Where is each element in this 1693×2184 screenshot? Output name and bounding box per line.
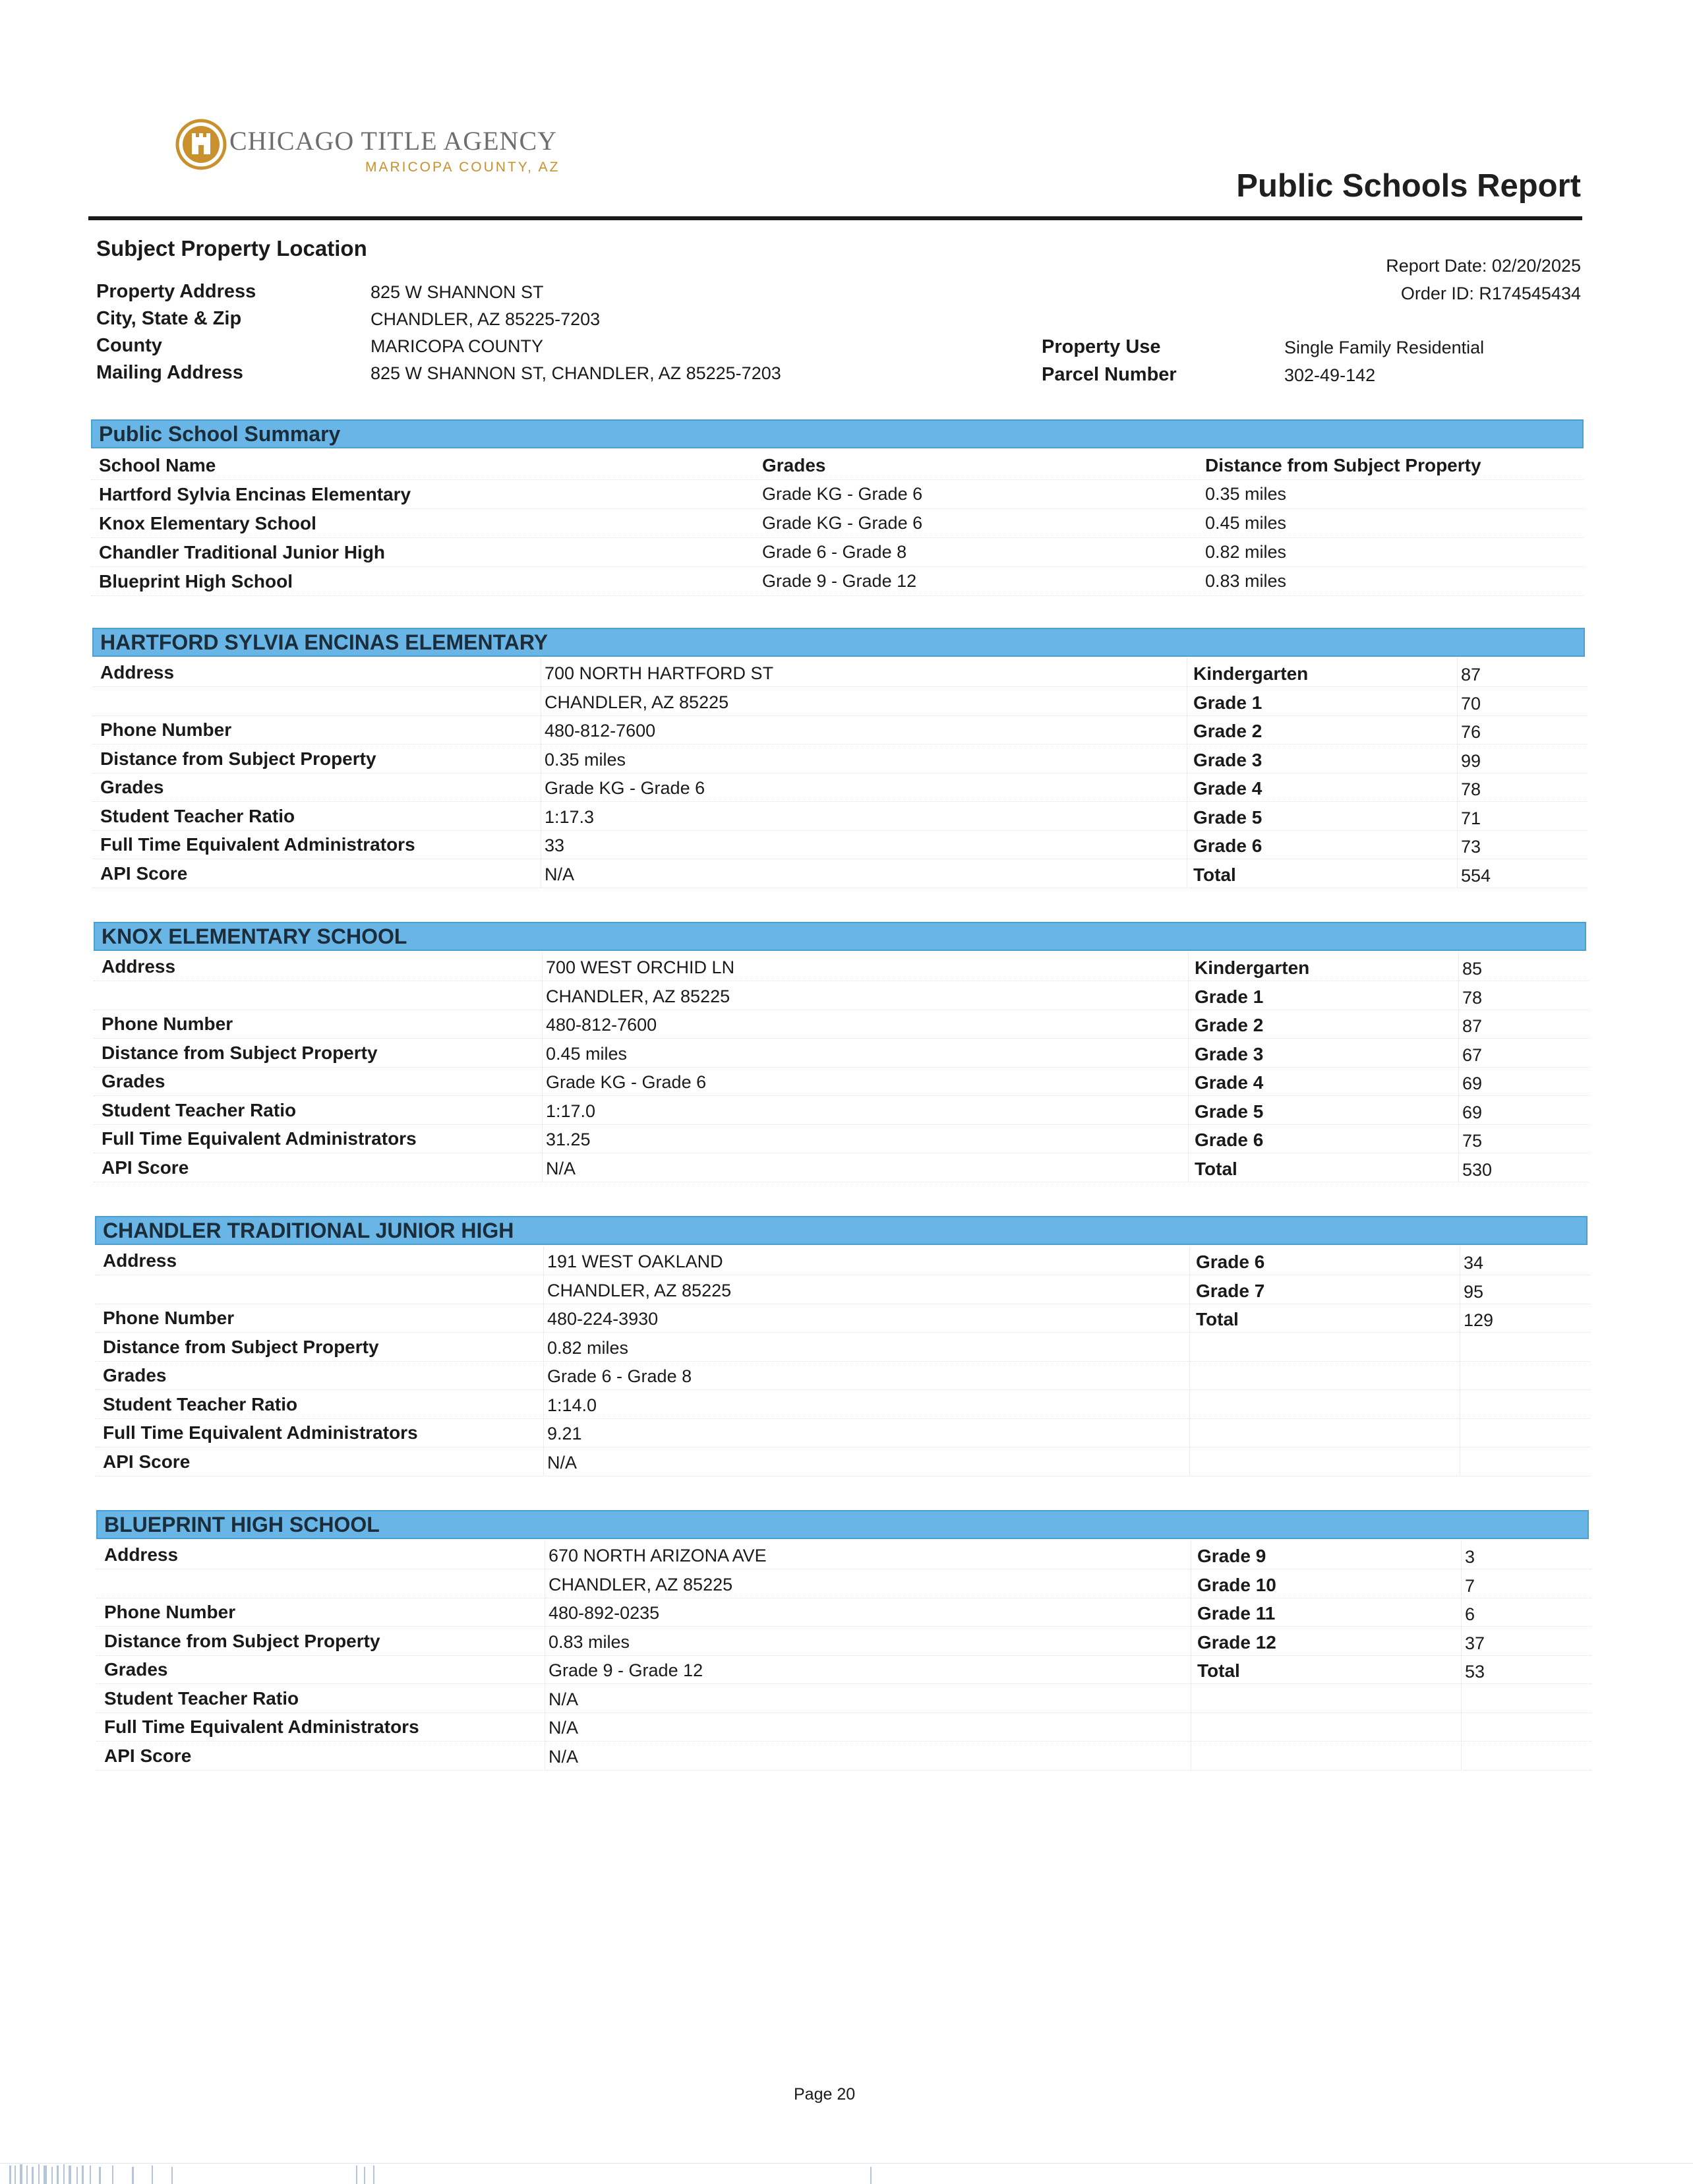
field-value: N/A xyxy=(545,864,575,884)
field-label: Distance from Subject Property xyxy=(103,1336,379,1357)
field-label: API Score xyxy=(104,1745,192,1766)
enrollment-grade: Grade 3 xyxy=(1193,749,1262,770)
table-row xyxy=(95,1390,1590,1419)
enrollment-count: 87 xyxy=(1461,665,1481,684)
report-title: Public Schools Report xyxy=(1236,168,1581,204)
field-value: 9.21 xyxy=(547,1424,582,1443)
enrollment-count: 87 xyxy=(1462,1016,1483,1036)
summary-section-bar: Public School Summary xyxy=(91,419,1584,448)
table-row xyxy=(92,744,1588,774)
enrollment-grade: Grade 2 xyxy=(1193,721,1262,741)
field-label: Distance from Subject Property xyxy=(102,1042,378,1063)
school-section-bar: CHANDLER TRADITIONAL JUNIOR HIGH xyxy=(95,1216,1588,1245)
enrollment-count: 69 xyxy=(1462,1102,1483,1122)
subject-label: City, State & Zip xyxy=(96,308,242,329)
summary-school-name: Knox Elementary School xyxy=(99,513,316,533)
summary-distance: 0.35 miles xyxy=(1205,484,1287,504)
enrollment-grade: Grade 7 xyxy=(1196,1280,1265,1301)
field-value: 31.25 xyxy=(546,1130,591,1149)
summary-grades: Grade KG - Grade 6 xyxy=(762,513,923,533)
field-value: 670 NORTH ARIZONA AVE xyxy=(549,1546,767,1565)
page-number: Page 20 xyxy=(794,2085,856,2104)
enrollment-grade: Grade 6 xyxy=(1196,1252,1265,1272)
castle-seal-icon xyxy=(175,119,227,170)
enrollment-grade: Total xyxy=(1197,1660,1240,1681)
field-value: Grade 9 - Grade 12 xyxy=(549,1660,703,1680)
field-value: Grade KG - Grade 6 xyxy=(546,1072,707,1092)
field-label: Student Teacher Ratio xyxy=(102,1099,297,1120)
logo-subtitle: MARICOPA COUNTY, AZ xyxy=(365,160,560,175)
table-row xyxy=(91,538,1584,567)
summary-grades: Grade KG - Grade 6 xyxy=(762,484,923,504)
subject-label: Property Address xyxy=(96,281,256,302)
field-label: Grades xyxy=(103,1365,167,1385)
enrollment-grade: Grade 9 xyxy=(1197,1546,1266,1566)
enrollment-count: 530 xyxy=(1462,1159,1493,1180)
subject-value: 825 W SHANNON ST, CHANDLER, AZ 85225-7203 xyxy=(371,363,781,383)
table-row xyxy=(94,1039,1589,1068)
table-row xyxy=(95,1304,1590,1333)
field-value: Grade 6 - Grade 8 xyxy=(547,1366,692,1386)
field-label: Student Teacher Ratio xyxy=(100,805,295,826)
enrollment-count: 554 xyxy=(1461,865,1491,886)
enrollment-count: 34 xyxy=(1464,1253,1484,1273)
summary-distance: 0.82 miles xyxy=(1205,542,1287,562)
table-row xyxy=(94,1096,1589,1125)
enrollment-count: 6 xyxy=(1465,1604,1475,1624)
field-value: CHANDLER, AZ 85225 xyxy=(545,692,729,712)
field-value: N/A xyxy=(549,1718,579,1738)
subject-heading: Subject Property Location xyxy=(96,236,367,260)
field-value: 700 NORTH HARTFORD ST xyxy=(545,663,774,683)
table-row xyxy=(96,1627,1591,1656)
enrollment-count: 78 xyxy=(1461,779,1481,799)
field-label: Full Time Equivalent Administrators xyxy=(100,834,415,855)
field-value: 480-892-0235 xyxy=(549,1603,660,1623)
field-label: Grades xyxy=(100,777,164,797)
field-value: 480-224-3930 xyxy=(547,1309,659,1329)
field-label: API Score xyxy=(100,863,188,884)
table-row xyxy=(95,1447,1590,1476)
enrollment-count: 69 xyxy=(1462,1074,1483,1093)
field-value: N/A xyxy=(547,1452,578,1472)
subject-label: County xyxy=(96,335,162,356)
enrollment-count: 76 xyxy=(1461,722,1481,742)
enrollment-grade: Total xyxy=(1196,1309,1239,1329)
field-value: 700 WEST ORCHID LN xyxy=(546,957,735,977)
table-row xyxy=(92,658,1588,687)
enrollment-grade: Grade 4 xyxy=(1193,778,1262,799)
table-row xyxy=(92,687,1588,716)
table-row xyxy=(96,1742,1591,1771)
table-row xyxy=(92,859,1588,888)
logo-name: CHICAGO TITLE AGENCY xyxy=(229,126,558,156)
enrollment-grade: Total xyxy=(1193,864,1236,885)
enrollment-count: 78 xyxy=(1462,987,1483,1008)
field-label: API Score xyxy=(103,1451,191,1472)
enrollment-grade: Grade 3 xyxy=(1195,1043,1264,1064)
field-label: Distance from Subject Property xyxy=(100,748,376,769)
table-row xyxy=(92,802,1588,831)
table-row xyxy=(95,1275,1590,1304)
field-label: Phone Number xyxy=(104,1602,236,1622)
summary-col-distance: Distance from Subject Property xyxy=(1205,455,1481,475)
enrollment-grade: Grade 5 xyxy=(1193,806,1262,828)
field-value: 0.45 miles xyxy=(546,1043,628,1064)
subject-label: Parcel Number xyxy=(1042,364,1177,385)
table-row xyxy=(94,1010,1589,1039)
summary-col-grades: Grades xyxy=(762,455,826,475)
subject-value: CHANDLER, AZ 85225-7203 xyxy=(371,309,601,329)
table-row xyxy=(92,773,1588,802)
enrollment-grade: Total xyxy=(1195,1158,1237,1179)
table-row xyxy=(95,1246,1590,1275)
enrollment-grade: Kindergarten xyxy=(1193,663,1309,684)
field-label: Grades xyxy=(104,1659,168,1680)
subject-label: Property Use xyxy=(1042,336,1161,357)
table-row xyxy=(96,1684,1591,1713)
table-row xyxy=(96,1598,1591,1627)
enrollment-grade: Grade 11 xyxy=(1197,1603,1276,1623)
field-value: 0.83 miles xyxy=(549,1631,630,1652)
table-row xyxy=(96,1540,1591,1569)
table-row xyxy=(96,1569,1591,1598)
field-label: Full Time Equivalent Administrators xyxy=(102,1128,417,1149)
report-date: Report Date: 02/20/2025 xyxy=(1386,256,1581,276)
subject-value: 825 W SHANNON ST xyxy=(371,282,544,302)
enrollment-count: 85 xyxy=(1462,959,1483,979)
field-value: 0.82 miles xyxy=(547,1337,629,1358)
field-value: 1:17.3 xyxy=(545,806,595,827)
field-label: Student Teacher Ratio xyxy=(103,1393,298,1414)
field-label: Student Teacher Ratio xyxy=(104,1687,299,1709)
field-value: CHANDLER, AZ 85225 xyxy=(549,1574,733,1594)
field-label: Phone Number xyxy=(103,1308,235,1328)
enrollment-count: 99 xyxy=(1461,750,1481,771)
field-label: Grades xyxy=(102,1071,165,1091)
field-value: N/A xyxy=(546,1158,576,1178)
enrollment-count: 75 xyxy=(1462,1131,1483,1151)
field-value: N/A xyxy=(549,1746,579,1767)
table-row xyxy=(94,1153,1589,1182)
subject-value: 302-49-142 xyxy=(1284,365,1376,385)
field-label: Address xyxy=(102,956,176,977)
enrollment-grade: Grade 6 xyxy=(1195,1130,1264,1150)
enrollment-count: 70 xyxy=(1461,693,1481,713)
field-label: Address xyxy=(104,1544,179,1565)
field-value: 0.35 miles xyxy=(545,749,626,770)
field-value: N/A xyxy=(549,1689,579,1709)
table-row xyxy=(94,1067,1589,1096)
enrollment-count: 73 xyxy=(1461,837,1481,857)
subject-label: Mailing Address xyxy=(96,362,243,383)
order-id: Order ID: R174545434 xyxy=(1400,284,1581,303)
enrollment-grade: Grade 4 xyxy=(1195,1072,1264,1093)
field-value: CHANDLER, AZ 85225 xyxy=(547,1280,732,1300)
summary-col-school: School Name xyxy=(99,455,216,475)
table-row xyxy=(94,1124,1589,1153)
field-label: Phone Number xyxy=(102,1014,233,1034)
enrollment-grade: Grade 2 xyxy=(1195,1015,1264,1035)
field-value: 480-812-7600 xyxy=(546,1015,657,1035)
enrollment-count: 7 xyxy=(1465,1575,1475,1596)
field-value: Grade KG - Grade 6 xyxy=(545,778,705,798)
scan-artifact-strip xyxy=(0,2160,1693,2184)
enrollment-count: 71 xyxy=(1461,808,1481,828)
school-section-bar: KNOX ELEMENTARY SCHOOL xyxy=(94,922,1586,951)
field-value: 1:14.0 xyxy=(547,1395,597,1415)
school-section-bar: BLUEPRINT HIGH SCHOOL xyxy=(96,1510,1589,1539)
table-row xyxy=(94,952,1589,981)
enrollment-grade: Grade 6 xyxy=(1193,835,1262,856)
field-label: Address xyxy=(100,662,175,682)
summary-grades: Grade 9 - Grade 12 xyxy=(762,571,917,591)
summary-distance: 0.83 miles xyxy=(1205,571,1287,591)
table-row xyxy=(91,567,1584,596)
header-divider xyxy=(88,216,1582,220)
enrollment-grade: Grade 5 xyxy=(1195,1101,1264,1122)
table-row xyxy=(91,480,1584,509)
enrollment-count: 129 xyxy=(1464,1310,1494,1330)
table-row xyxy=(95,1361,1590,1390)
subject-value: MARICOPA COUNTY xyxy=(371,336,544,356)
field-value: CHANDLER, AZ 85225 xyxy=(546,986,730,1006)
summary-grades: Grade 6 - Grade 8 xyxy=(762,542,907,562)
enrollment-count: 53 xyxy=(1465,1662,1485,1682)
table-row xyxy=(95,1333,1590,1362)
field-value: 33 xyxy=(545,835,565,855)
table-row xyxy=(96,1655,1591,1684)
field-value: 1:17.0 xyxy=(546,1101,596,1121)
enrollment-grade: Grade 12 xyxy=(1197,1631,1276,1653)
enrollment-count: 37 xyxy=(1465,1633,1485,1653)
enrollment-grade: Grade 10 xyxy=(1197,1574,1276,1595)
field-label: Phone Number xyxy=(100,719,232,740)
field-value: 480-812-7600 xyxy=(545,721,656,741)
field-label: Distance from Subject Property xyxy=(104,1630,380,1651)
summary-header-row xyxy=(91,451,1584,480)
summary-school-name: Blueprint High School xyxy=(99,571,293,592)
field-label: API Score xyxy=(102,1157,189,1178)
table-row xyxy=(92,715,1588,744)
enrollment-grade: Grade 1 xyxy=(1195,986,1264,1007)
subject-value: Single Family Residential xyxy=(1284,338,1485,357)
field-label: Full Time Equivalent Administrators xyxy=(104,1716,419,1737)
table-row xyxy=(92,830,1588,859)
table-row xyxy=(95,1418,1590,1447)
table-row xyxy=(94,981,1589,1010)
field-value: 191 WEST OAKLAND xyxy=(547,1252,723,1271)
enrollment-grade: Kindergarten xyxy=(1195,957,1310,978)
summary-distance: 0.45 miles xyxy=(1205,513,1287,533)
company-logo xyxy=(175,119,584,185)
table-row xyxy=(96,1713,1591,1742)
enrollment-count: 67 xyxy=(1462,1045,1483,1065)
summary-school-name: Chandler Traditional Junior High xyxy=(99,542,386,562)
table-row xyxy=(91,509,1584,538)
enrollment-count: 3 xyxy=(1465,1547,1475,1567)
field-label: Full Time Equivalent Administrators xyxy=(103,1422,418,1443)
school-section-bar: HARTFORD SYLVIA ENCINAS ELEMENTARY xyxy=(92,628,1585,657)
enrollment-grade: Grade 1 xyxy=(1193,692,1262,713)
field-label: Address xyxy=(103,1250,177,1271)
enrollment-count: 95 xyxy=(1464,1281,1484,1302)
summary-school-name: Hartford Sylvia Encinas Elementary xyxy=(99,484,411,504)
